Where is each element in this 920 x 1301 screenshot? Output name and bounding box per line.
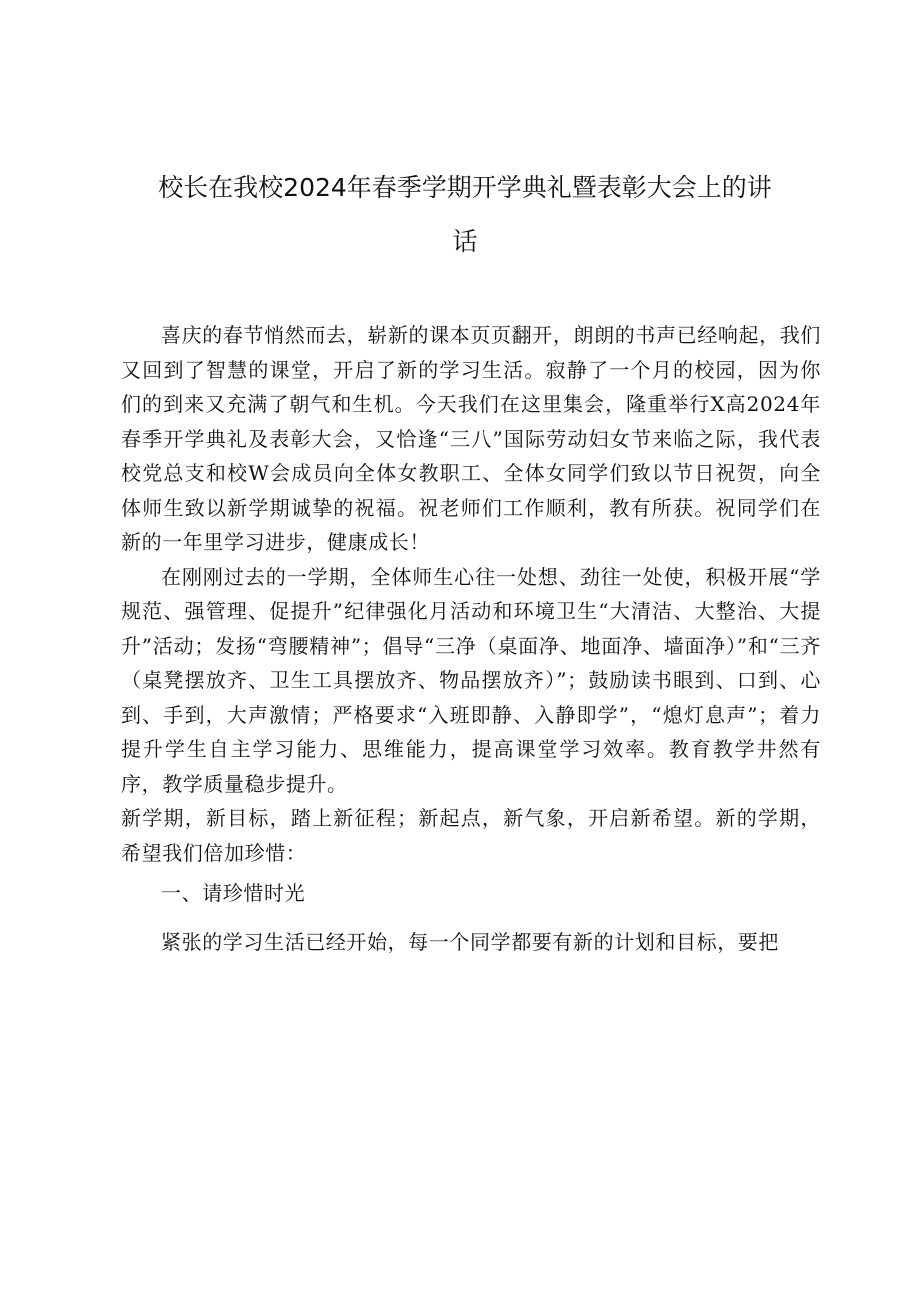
- document-title-line-1: 校长在我校2024年春季学期开学典礼暨表彰大会上的讲: [158, 173, 772, 202]
- paragraph-new-semester: 新学期，新目标，踏上新征程；新起点，新气象，开启新希望。新的学期，希望我们倍加珍惜：: [121, 806, 821, 865]
- document-title-line-2: 话: [452, 227, 478, 256]
- paragraph-greeting: 喜庆的春节悄然而去，崭新的课本页页翻开，朗朗的书声已经响起，我们又回到了智慧的课堂，开启了新的学习生活。寂静了一个月的校园，因为你们的到来又充满了朝气和生机。今天我们在这里集会，隆重举行X高2024年春季开学典礼及表彰大会，又恰逢“三八”国际劳动妇女节来临之际，我代表校党总支和校W会成员向全体女教职工、全体女同学们致以节日祝贺，向全体师生致以新学期诚挚的祝福。祝老师们工作顺利，教有所获。祝同学们在新的一年里学习进步，健康成长！: [121, 323, 821, 554]
- section-heading: 一、请珍惜时光: [161, 881, 306, 905]
- paragraph-review: 在刚刚过去的一学期，全体师生心往一处想、劲往一处使，积极开展“学规范、强管理、促提升”纪律强化月活动和环境卫生“大清洁、大整治、大提升”活动；发扬“弯腰精神”；倡导“三净（桌面净、地面净、墙面净）”和“三齐（桌凳摆放齐、卫生工具摆放齐、物品摆放齐）”；鼓励读书眼到、口到、心到、手到，大声激情；严格要求“入班即静、入静即学”，“熄灯息声”；着力提升学生自主学习能力、思维能力，提高课堂学习效率。教育教学井然有序，教学质量稳步提升。: [121, 564, 821, 796]
- document-body: [121, 318, 821, 959]
- paragraph-time: 紧张的学习生活已经开始，每一个同学都要有新的计划和目标，要把: [161, 929, 779, 954]
